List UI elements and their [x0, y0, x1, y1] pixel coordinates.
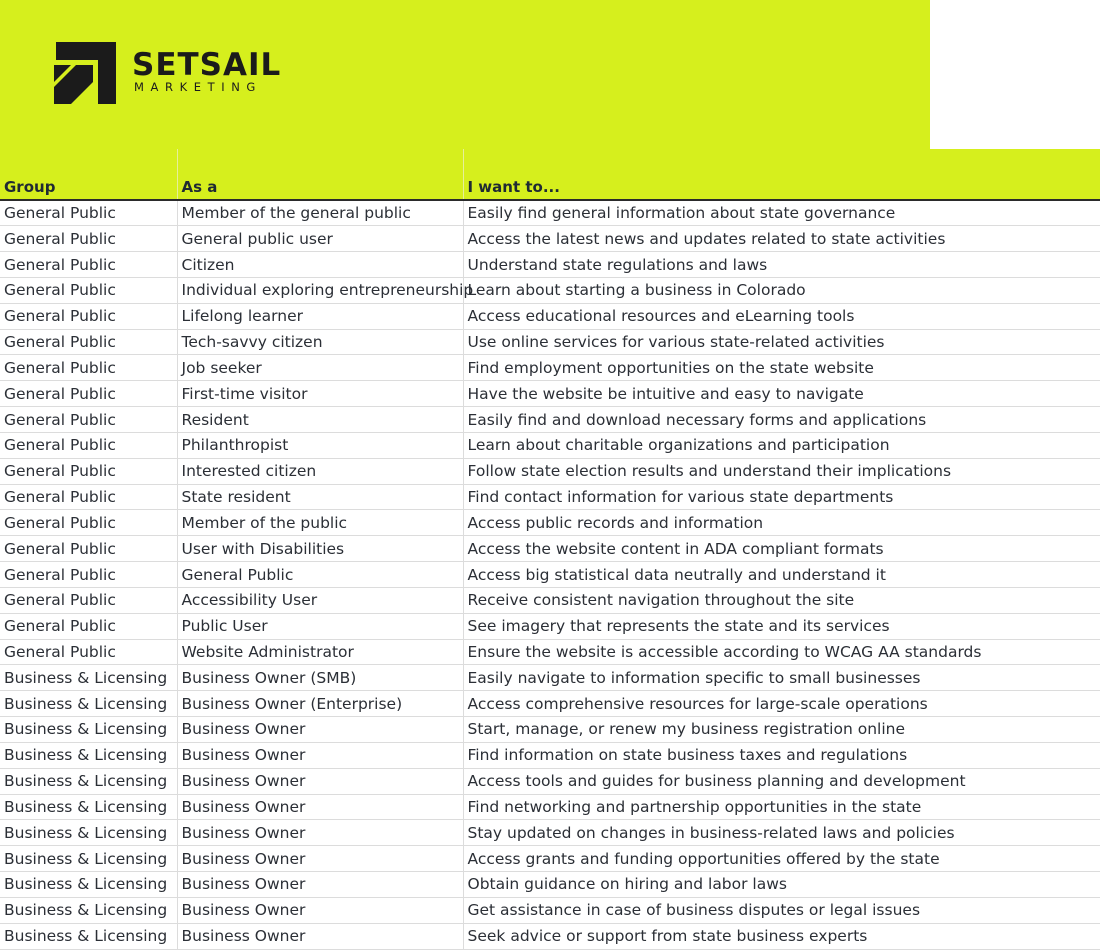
cell-group[interactable]: Business & Licensing [0, 820, 177, 846]
cell-group[interactable]: General Public [0, 381, 177, 407]
table-row[interactable] [0, 717, 1100, 743]
table-row[interactable] [0, 458, 1100, 484]
cell-group[interactable]: General Public [0, 226, 177, 252]
cell-i-want-to[interactable]: Learn about starting a business in Colorado [463, 277, 1100, 303]
cell-as-a[interactable]: Lifelong learner [177, 303, 463, 329]
cell-i-want-to[interactable]: Access comprehensive resources for large-scale operations [463, 691, 1100, 717]
table-row[interactable] [0, 872, 1100, 898]
cell-i-want-to[interactable]: Get assistance in case of business disputes or legal issues [463, 897, 1100, 923]
cell-as-a[interactable]: Resident [177, 407, 463, 433]
cell-i-want-to[interactable]: See imagery that represents the state and its services [463, 613, 1100, 639]
cell-group[interactable]: General Public [0, 458, 177, 484]
cell-group[interactable]: General Public [0, 613, 177, 639]
table-row[interactable] [0, 665, 1100, 691]
table-row[interactable] [0, 510, 1100, 536]
table-row[interactable] [0, 768, 1100, 794]
cell-group[interactable]: General Public [0, 355, 177, 381]
cell-as-a[interactable]: Website Administrator [177, 639, 463, 665]
cell-group[interactable]: Business & Licensing [0, 665, 177, 691]
cell-group[interactable]: General Public [0, 484, 177, 510]
cell-i-want-to[interactable]: Find employment opportunities on the state website [463, 355, 1100, 381]
cell-group[interactable]: Business & Licensing [0, 794, 177, 820]
cell-i-want-to[interactable]: Start, manage, or renew my business registration online [463, 717, 1100, 743]
cell-as-a[interactable]: Business Owner [177, 820, 463, 846]
cell-group[interactable]: General Public [0, 277, 177, 303]
brand-name: SETSAIL [132, 47, 282, 83]
cell-i-want-to[interactable]: Find information on state business taxes and regulations [463, 742, 1100, 768]
cell-i-want-to[interactable]: Understand state regulations and laws [463, 252, 1100, 278]
cell-i-want-to[interactable]: Receive consistent navigation throughout the site [463, 587, 1100, 613]
cell-i-want-to[interactable]: Stay updated on changes in business-related laws and policies [463, 820, 1100, 846]
cell-as-a[interactable]: General Public [177, 562, 463, 588]
cell-i-want-to[interactable]: Access public records and information [463, 510, 1100, 536]
table-row[interactable] [0, 252, 1100, 278]
cell-group[interactable]: Business & Licensing [0, 742, 177, 768]
cell-group[interactable]: General Public [0, 562, 177, 588]
table-row[interactable] [0, 794, 1100, 820]
cell-group[interactable]: General Public [0, 639, 177, 665]
cell-as-a[interactable]: User with Disabilities [177, 536, 463, 562]
cell-as-a[interactable]: Member of the public [177, 510, 463, 536]
cell-i-want-to[interactable]: Easily find general information about state governance [463, 200, 1100, 226]
cell-i-want-to[interactable]: Obtain guidance on hiring and labor laws [463, 872, 1100, 898]
cell-i-want-to[interactable]: Find networking and partnership opportunities in the state [463, 794, 1100, 820]
table-row[interactable] [0, 742, 1100, 768]
header-row [0, 149, 1100, 200]
cell-group[interactable]: General Public [0, 536, 177, 562]
cell-as-a[interactable]: Tech-savvy citizen [177, 329, 463, 355]
cell-group[interactable]: Business & Licensing [0, 872, 177, 898]
cell-group[interactable]: Business & Licensing [0, 897, 177, 923]
cell-as-a[interactable]: Citizen [177, 252, 463, 278]
cell-group[interactable]: Business & Licensing [0, 717, 177, 743]
table-row[interactable] [0, 355, 1100, 381]
table-row[interactable] [0, 303, 1100, 329]
table-row[interactable] [0, 613, 1100, 639]
cell-i-want-to[interactable]: Access the latest news and updates related to state activities [463, 226, 1100, 252]
table-row[interactable] [0, 562, 1100, 588]
cell-i-want-to[interactable]: Access tools and guides for business planning and development [463, 768, 1100, 794]
cell-group[interactable]: General Public [0, 587, 177, 613]
cell-group[interactable]: General Public [0, 510, 177, 536]
cell-i-want-to[interactable]: Use online services for various state-related activities [463, 329, 1100, 355]
table-row[interactable] [0, 329, 1100, 355]
cell-as-a[interactable]: Individual exploring entrepreneurship [177, 277, 463, 303]
cell-as-a[interactable]: Business Owner [177, 846, 463, 872]
table-row[interactable] [0, 923, 1100, 949]
cell-group[interactable]: General Public [0, 407, 177, 433]
cell-as-a[interactable]: General public user [177, 226, 463, 252]
cell-group[interactable]: Business & Licensing [0, 691, 177, 717]
cell-i-want-to[interactable]: Find contact information for various state departments [463, 484, 1100, 510]
cell-as-a[interactable]: Business Owner [177, 794, 463, 820]
cell-group[interactable]: General Public [0, 303, 177, 329]
cell-as-a[interactable]: First-time visitor [177, 381, 463, 407]
cell-as-a[interactable]: Interested citizen [177, 458, 463, 484]
spreadsheet [0, 149, 982, 946]
cell-as-a[interactable]: Business Owner [177, 872, 463, 898]
cell-group[interactable]: General Public [0, 252, 177, 278]
table-row[interactable] [0, 484, 1100, 510]
cell-i-want-to[interactable]: Access the website content in ADA compliant formats [463, 536, 1100, 562]
cell-as-a[interactable]: Business Owner [177, 742, 463, 768]
cell-as-a[interactable]: Business Owner [177, 923, 463, 949]
user-stories-table [0, 149, 1100, 950]
table-row[interactable] [0, 846, 1100, 872]
table-row[interactable] [0, 820, 1100, 846]
table-row[interactable] [0, 587, 1100, 613]
cell-as-a[interactable]: Business Owner [177, 897, 463, 923]
cell-group[interactable]: General Public [0, 200, 177, 226]
cell-as-a[interactable]: Member of the general public [177, 200, 463, 226]
cell-as-a[interactable]: Public User [177, 613, 463, 639]
cell-i-want-to[interactable]: Learn about charitable organizations and participation [463, 432, 1100, 458]
cell-group[interactable]: Business & Licensing [0, 846, 177, 872]
cell-as-a[interactable]: Job seeker [177, 355, 463, 381]
cell-group[interactable]: Business & Licensing [0, 923, 177, 949]
cell-i-want-to[interactable]: Easily navigate to information specific to small businesses [463, 665, 1100, 691]
cell-group[interactable]: General Public [0, 432, 177, 458]
cell-i-want-to[interactable]: Access big statistical data neutrally and understand it [463, 562, 1100, 588]
cell-group[interactable]: General Public [0, 329, 177, 355]
table-row[interactable] [0, 407, 1100, 433]
cell-i-want-to[interactable]: Ensure the website is accessible according to WCAG AA standards [463, 639, 1100, 665]
brand-tagline: MARKETING [134, 80, 262, 94]
cell-as-a[interactable]: Business Owner (SMB) [177, 665, 463, 691]
table-row[interactable] [0, 691, 1100, 717]
cell-i-want-to[interactable]: Seek advice or support from state business experts [463, 923, 1100, 949]
cell-group[interactable]: Business & Licensing [0, 768, 177, 794]
header-banner [0, 0, 930, 149]
column-header-i-want-to[interactable]: I want to... [463, 149, 1100, 200]
table-row[interactable] [0, 381, 1100, 407]
table-row[interactable] [0, 226, 1100, 252]
cell-i-want-to[interactable]: Access grants and funding opportunities offered by the state [463, 846, 1100, 872]
column-header-as-a[interactable]: As a [177, 149, 463, 200]
table-row[interactable] [0, 200, 1100, 226]
table-row[interactable] [0, 277, 1100, 303]
cell-as-a[interactable]: Accessibility User [177, 587, 463, 613]
table-row[interactable] [0, 639, 1100, 665]
cell-i-want-to[interactable]: Access educational resources and eLearning tools [463, 303, 1100, 329]
setsail-logo-icon [54, 42, 116, 104]
cell-as-a[interactable]: Business Owner (Enterprise) [177, 691, 463, 717]
table-row[interactable] [0, 897, 1100, 923]
column-header-group[interactable]: Group [0, 149, 177, 200]
cell-as-a[interactable]: Business Owner [177, 717, 463, 743]
cell-as-a[interactable]: Business Owner [177, 768, 463, 794]
cell-i-want-to[interactable]: Have the website be intuitive and easy to navigate [463, 381, 1100, 407]
cell-as-a[interactable]: State resident [177, 484, 463, 510]
cell-i-want-to[interactable]: Easily find and download necessary forms and applications [463, 407, 1100, 433]
table-row[interactable] [0, 536, 1100, 562]
cell-as-a[interactable]: Philanthropist [177, 432, 463, 458]
table-row[interactable] [0, 432, 1100, 458]
cell-i-want-to[interactable]: Follow state election results and understand their implications [463, 458, 1100, 484]
